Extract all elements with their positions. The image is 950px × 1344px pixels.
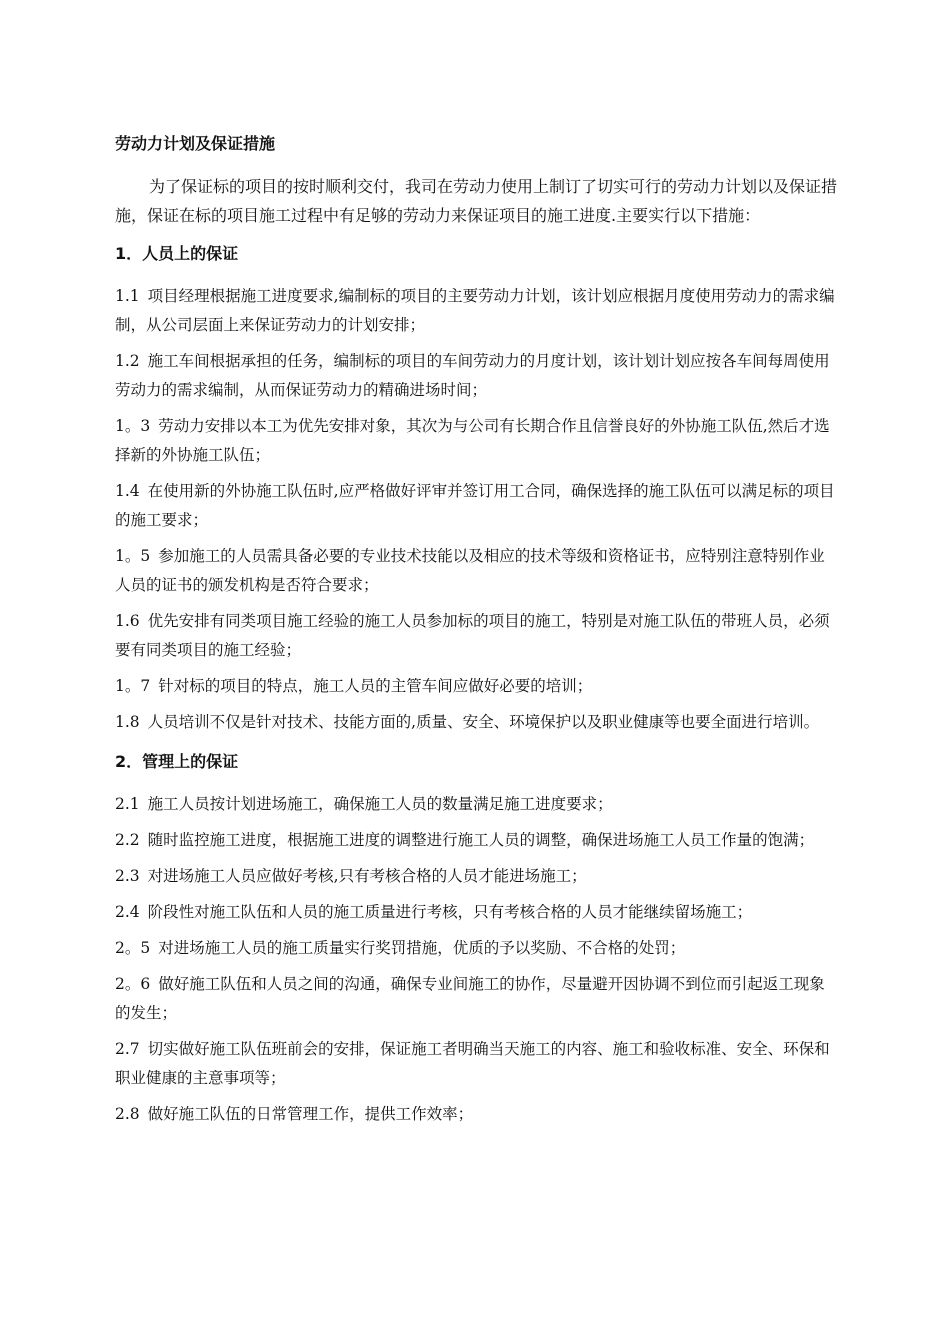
document-page (115, 130, 840, 1140)
item-number: 2。6 (115, 975, 151, 993)
list-item (115, 477, 840, 535)
item-number: 2。5 (115, 939, 151, 957)
item-text: 做好施工队伍的日常管理工作，提供工作效率； (147, 1105, 474, 1123)
list-item (115, 934, 840, 963)
section-heading: 1．人员上的保证 (115, 244, 239, 263)
item-text: 优先安排有同类项目施工经验的施工人员参加标的项目的施工，特别是对施工队伍的带班人员，必须要有同类项目的施工经验； (115, 612, 830, 659)
item-text: 随时监控施工进度，根据施工进度的调整进行施工人员的调整，确保进场施工人员工作量的饱满； (147, 831, 815, 849)
list-item (115, 672, 840, 701)
item-text: 做好施工队伍和人员之间的沟通，确保专业间施工的协作，尽量避开因协调不到位而引起返工现象的发生； (115, 975, 825, 1022)
item-text: 项目经理根据施工进度要求,编制标的项目的主要劳动力计划，该计划应根据月度使用劳动力的需求编制，从公司层面上来保证劳动力的计划安排； (115, 287, 835, 334)
item-number: 2.1 (115, 795, 140, 813)
list-item (115, 862, 840, 891)
item-number: 2.7 (115, 1040, 140, 1058)
item-number: 1.1 (115, 287, 140, 305)
item-number: 1。3 (115, 417, 151, 435)
item-text: 阶段性对施工队伍和人员的施工质量进行考核，只有考核合格的人员才能继续留场施工； (147, 903, 753, 921)
item-number: 2.4 (115, 903, 140, 921)
list-item (115, 282, 840, 340)
item-text: 施工车间根据承担的任务，编制标的项目的车间劳动力的月度计划，该计划计划应按各车间每周使用劳动力的需求编制，从而保证劳动力的精确进场时间； (115, 352, 830, 399)
section-items (115, 282, 840, 737)
list-item (115, 826, 840, 855)
item-number: 2.2 (115, 831, 140, 849)
list-item (115, 898, 840, 927)
list-item (115, 970, 840, 1028)
item-text: 对进场施工人员应做好考核,只有考核合格的人员才能进场施工； (147, 867, 587, 885)
list-item (115, 347, 840, 405)
item-number: 1.4 (115, 482, 140, 500)
item-number: 2.8 (115, 1105, 140, 1123)
section-items (115, 790, 840, 1129)
item-number: 1.8 (115, 713, 140, 731)
item-text: 在使用新的外协施工队伍时,应严格做好评审并签订用工合同，确保选择的施工队伍可以满足标的项目的施工要求； (115, 482, 835, 529)
section-1 (115, 240, 840, 737)
item-number: 1。5 (115, 547, 151, 565)
list-item (115, 1100, 840, 1129)
item-text: 参加施工的人员需具备必要的专业技术技能以及相应的技术等级和资格证书，应特别注意特别作业人员的证书的颁发机构是否符合要求； (115, 547, 825, 594)
section-2 (115, 748, 840, 1129)
item-text: 针对标的项目的特点，施工人员的主管车间应做好必要的培训； (158, 677, 593, 695)
list-item (115, 1035, 840, 1093)
item-number: 1.6 (115, 612, 140, 630)
item-number: 1.2 (115, 352, 140, 370)
list-item (115, 412, 840, 470)
section-heading: 2．管理上的保证 (115, 752, 239, 771)
item-text: 切实做好施工队伍班前会的安排，保证施工者明确当天施工的内容、施工和验收标准、安全、环保和职业健康的主意事项等； (115, 1040, 830, 1087)
item-text: 劳动力安排以本工为优先安排对象，其次为与公司有长期合作且信誉良好的外协施工队伍,然后才选择新的外协施工队伍； (115, 417, 830, 464)
item-text: 对进场施工人员的施工质量实行奖罚措施，优质的予以奖励、不合格的处罚； (158, 939, 686, 957)
list-item (115, 607, 840, 665)
document-title: 劳动力计划及保证措施 (115, 134, 276, 153)
sections-container (115, 240, 840, 1129)
list-item (115, 790, 840, 819)
item-text: 人员培训不仅是针对技术、技能方面的,质量、安全、环境保护以及职业健康等也要全面进行培训。 (147, 713, 820, 731)
item-number: 2.3 (115, 867, 140, 885)
item-text: 施工人员按计划进场施工，确保施工人员的数量满足施工进度要求； (147, 795, 613, 813)
item-number: 1。7 (115, 677, 151, 695)
list-item (115, 542, 840, 600)
list-item (115, 708, 840, 737)
intro-paragraph: 为了保证标的项目的按时顺利交付，我司在劳动力使用上制订了切实可行的劳动力计划以及保证措施，保证在标的项目施工过程中有足够的劳动力来保证项目的施工进度.主要实行以下措施： (115, 177, 838, 225)
